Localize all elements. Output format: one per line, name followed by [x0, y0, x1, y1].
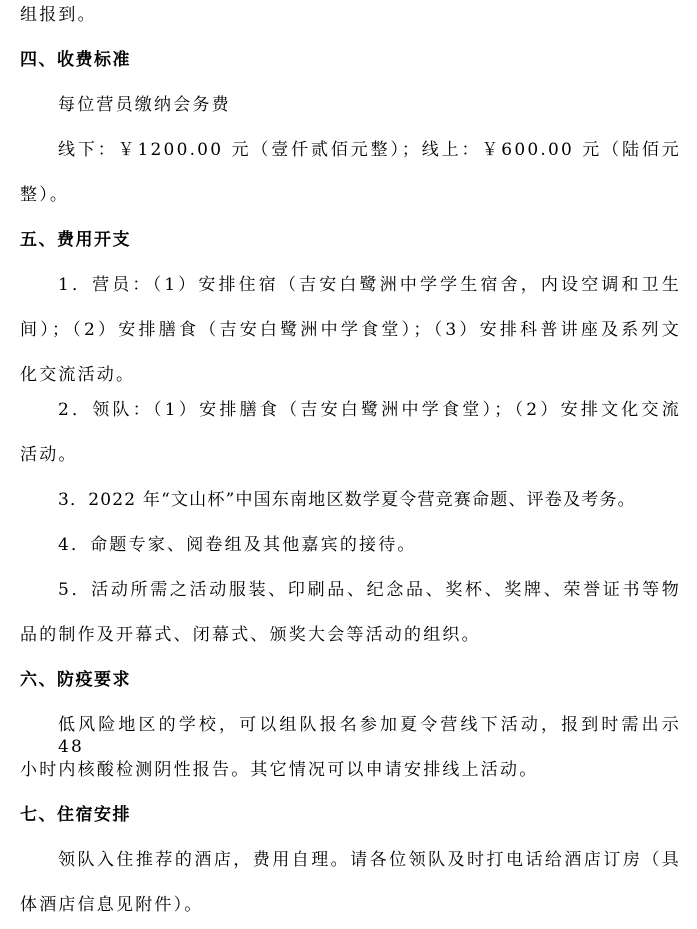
paragraph-line: 1．营员：（1）安排住宿（吉安白鹭洲中学学生宿舍，内设空调和卫生 [58, 275, 681, 295]
paragraph-line: 领队入住推荐的酒店，费用自理。请各位领队及时打电话给酒店订房（具 [58, 850, 681, 870]
paragraph-line: 小时内核酸检测阴性报告。其它情况可以申请安排线上活动。 [20, 760, 539, 780]
paragraph-line: 5．活动所需之活动服装、印刷品、纪念品、奖杯、奖牌、荣誉证书等物 [58, 580, 681, 600]
paragraph-line: 低风险地区的学校，可以组队报名参加夏令营线下活动，报到时需出示 48 [58, 715, 681, 757]
section-heading-epidemic: 六、防疫要求 [20, 670, 131, 690]
paragraph-line: 4．命题专家、阅卷组及其他嘉宾的接待。 [58, 535, 417, 555]
paragraph-line: 3．2022 年“文山杯”中国东南地区数学夏令营竞赛命题、评卷及考务。 [58, 490, 636, 510]
paragraph-line: 活动。 [20, 445, 78, 465]
section-heading-accommodation: 七、住宿安排 [20, 805, 131, 825]
paragraph-line: 化交流活动。 [20, 365, 136, 385]
paragraph-line: 整）。 [20, 185, 70, 205]
paragraph-line: 间）；（2）安排膳食（吉安白鹭洲中学食堂）；（3）安排科普讲座及系列文 [20, 320, 681, 340]
paragraph-line: 品的制作及开幕式、闭幕式、颁奖大会等活动的组织。 [20, 625, 481, 645]
paragraph-line: 体酒店信息见附件）。 [20, 895, 204, 915]
section-heading-expenses: 五、费用开支 [20, 230, 131, 250]
section-heading-fees: 四、收费标准 [20, 50, 131, 70]
paragraph-line: 每位营员缴纳会务费 [58, 95, 231, 115]
paragraph-line: 2．领队：（1）安排膳食（吉安白鹭洲中学食堂）；（2）安排文化交流 [58, 400, 681, 420]
paragraph-line: 线下：￥1200.00 元（壹仟贰佰元整）；线上：￥600.00 元（陆佰元 [58, 140, 681, 160]
paragraph-line: 组报到。 [20, 5, 97, 25]
